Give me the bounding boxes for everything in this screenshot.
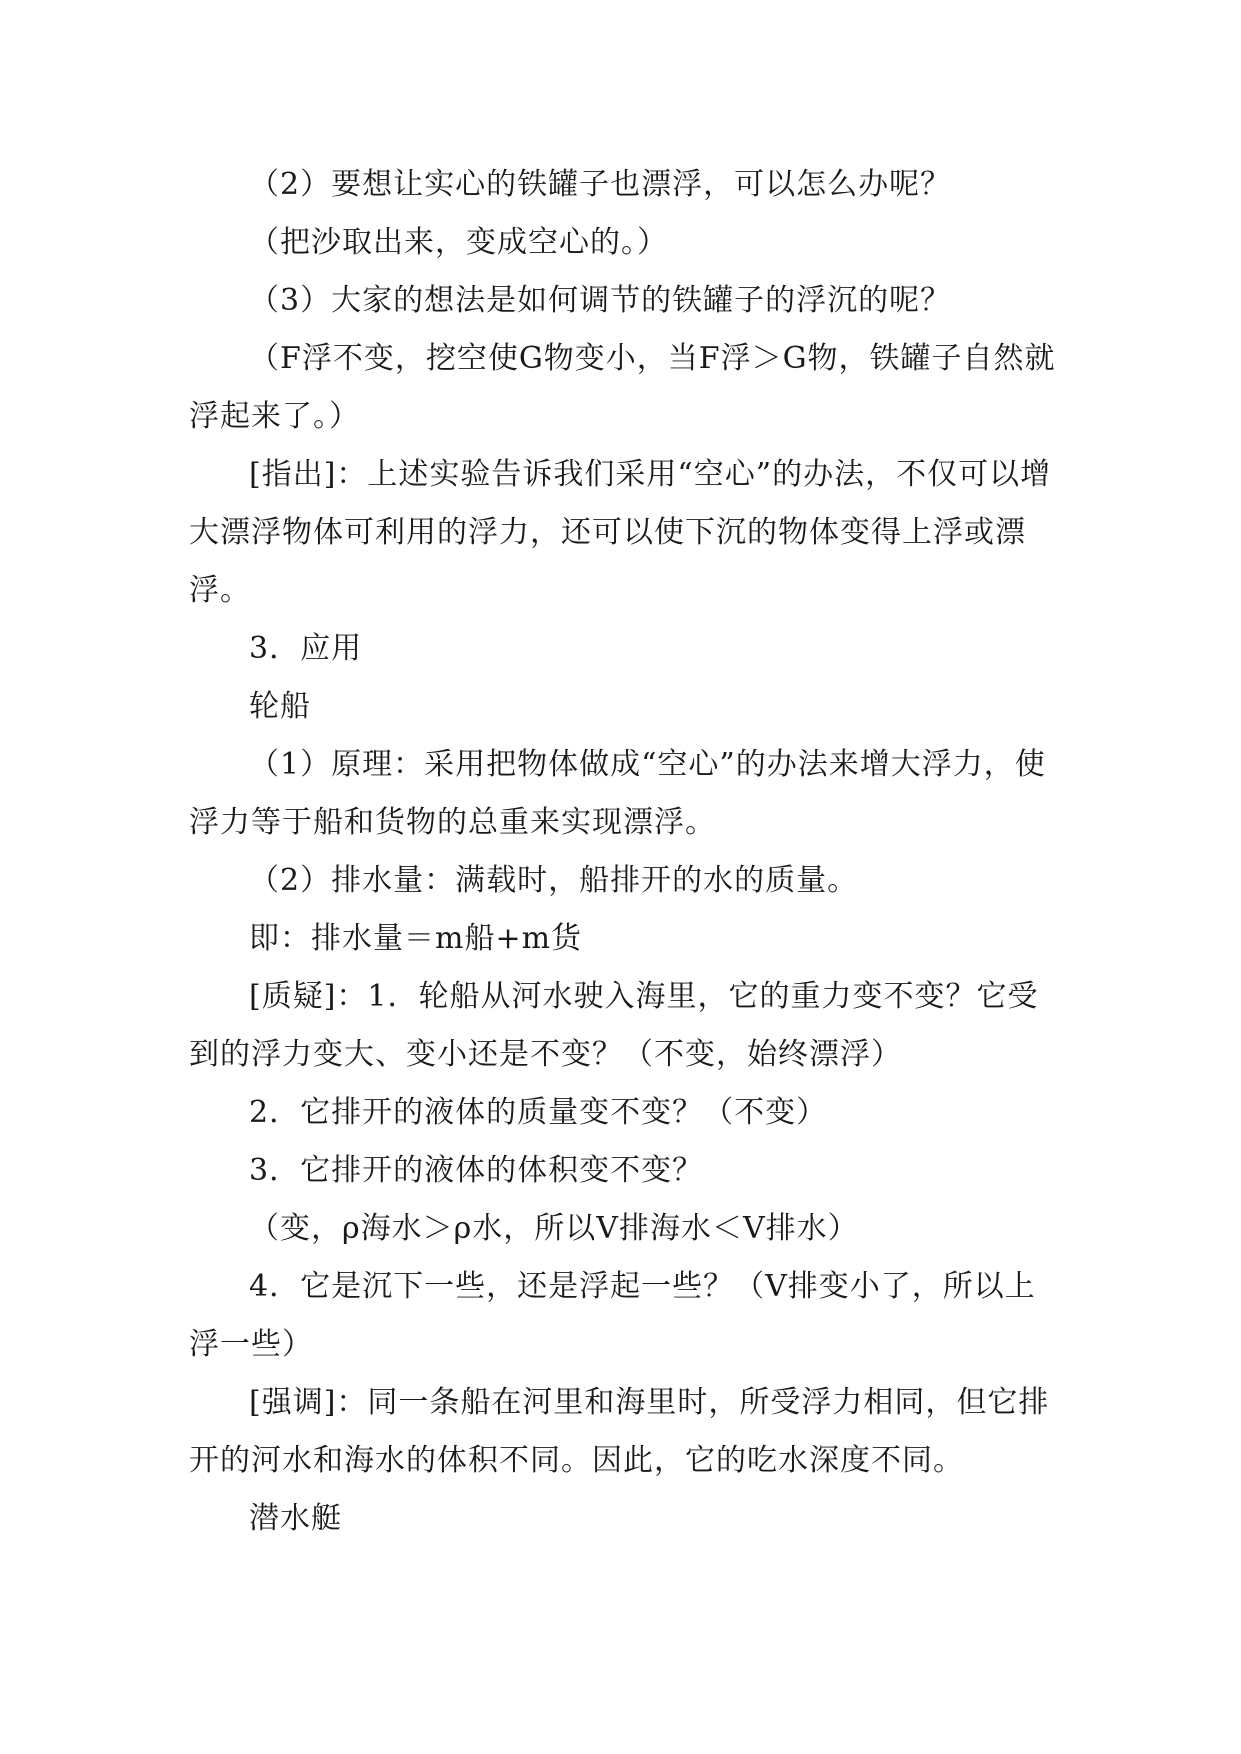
paragraph-emphasis: [强调]：同一条船在河里和海里时，所受浮力相同，但它排开的河水和海水的体积不同。因此，它的吃水深度不同。: [189, 1385, 1050, 1478]
paragraph-query-2: 2．它排开的液体的质量变不变？（不变）: [249, 1095, 828, 1130]
paragraph-query-4: 4．它是沉下一些，还是浮起一些？（V排变小了，所以上浮一些）: [189, 1269, 1036, 1362]
section-heading-application: 3．应用: [249, 631, 363, 666]
subheading-ship: 轮船: [249, 689, 311, 724]
subheading-submarine: 潜水艇: [249, 1501, 342, 1536]
paragraph-query-3: 3．它排开的液体的体积变不变？: [249, 1153, 704, 1188]
paragraph-note: [指出]：上述实验告诉我们采用“空心”的办法，不仅可以增大漂浮物体可利用的浮力，还可以使下沉的物体变得上浮或漂浮。: [189, 457, 1052, 608]
paragraph-question-3: （3）大家的想法是如何调节的铁罐子的浮沉的呢？: [249, 283, 952, 318]
paragraph-answer-3: （F浮不变，挖空使G物变小，当F浮＞G物，铁罐子自然就浮起来了。）: [189, 341, 1056, 434]
paragraph-displacement: （2）排水量：满载时，船排开的水的质量。: [249, 863, 859, 898]
paragraph-query-1: [质疑]：1．轮船从河水驶入海里，它的重力变不变？它受到的浮力变大、变小还是不变？（不变，始终漂浮）: [189, 979, 1039, 1072]
paragraph-answer-2: （把沙取出来，变成空心的。）: [249, 225, 668, 260]
document-body: [189, 156, 1059, 1548]
paragraph-question-2: （2）要想让实心的铁罐子也漂浮，可以怎么办呢？: [249, 167, 952, 202]
paragraph-principle: （1）原理：采用把物体做成“空心”的办法来增大浮力，使浮力等于船和货物的总重来实现漂浮。: [189, 747, 1046, 840]
paragraph-query-3-answer: （变，ρ海水＞ρ水，所以V排海水＜V排水）: [249, 1211, 859, 1246]
paragraph-formula: 即：排水量＝m船+m货: [249, 921, 583, 956]
